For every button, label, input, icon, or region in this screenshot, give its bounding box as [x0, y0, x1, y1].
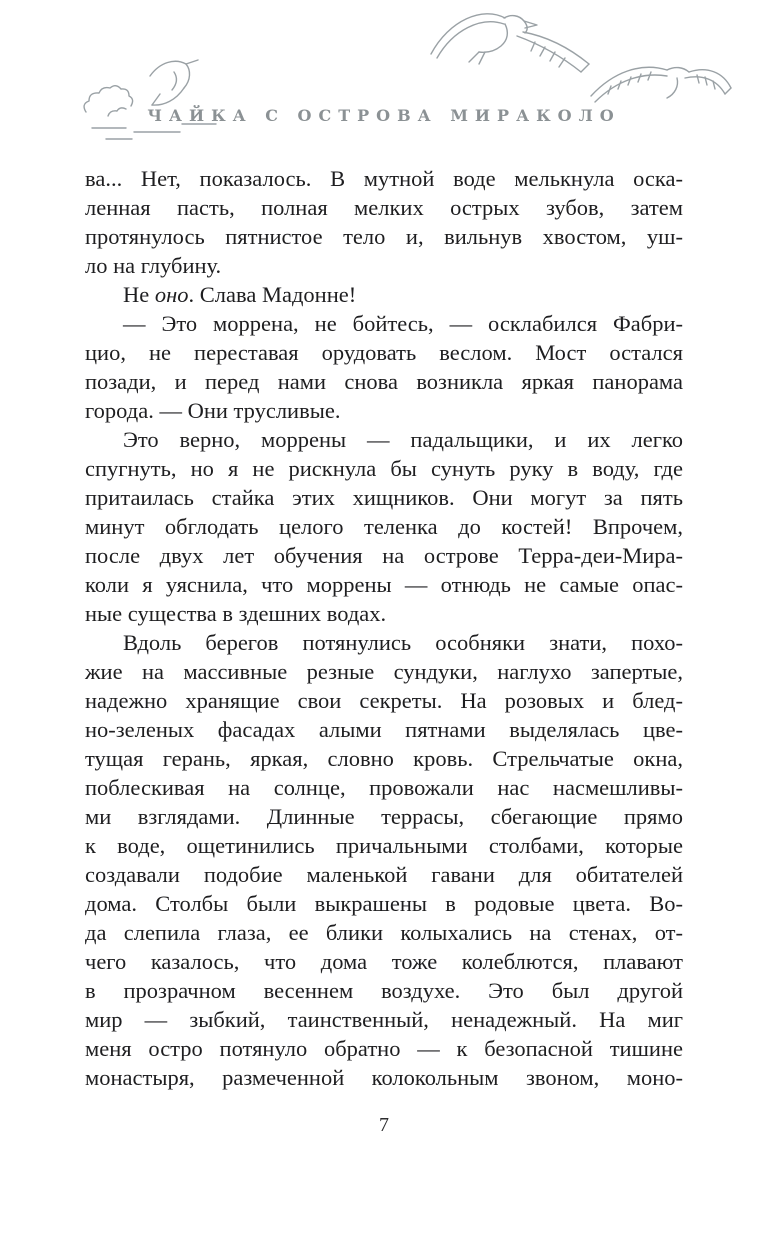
- text-line: [85, 309, 683, 338]
- seagull-flying-icon: [405, 2, 595, 94]
- text-segment: ло на глубину.: [85, 253, 222, 278]
- text-segment: Это верно, моррены — падальщики, и их легко: [123, 427, 683, 452]
- text-line: [85, 164, 683, 193]
- text-segment: монастыря, размеченной колокольным звоном, моно-: [85, 1065, 683, 1090]
- text-line: [85, 889, 683, 918]
- text-line: [85, 802, 683, 831]
- text-line: [85, 773, 683, 802]
- text-segment: ленная пасть, полная мелких острых зубов, затем: [85, 195, 683, 220]
- text-line: [85, 686, 683, 715]
- text-line: [85, 193, 683, 222]
- text-segment: в прозрачном весеннем воздухе. Это был другой: [85, 978, 683, 1003]
- text-segment: коли я уяснила, что моррены — отнюдь не самые опас-: [85, 572, 683, 597]
- text-line: [85, 280, 683, 309]
- text-line: [85, 570, 683, 599]
- text-line: [85, 367, 683, 396]
- text-segment: протянулось пятнистое тело и, вильнув хвостом, уш-: [85, 224, 683, 249]
- text-segment: жие на массивные резные сундуки, наглухо запертые,: [85, 659, 683, 684]
- text-segment: спугнуть, но я не рискнула бы сунуть руку в воду, где: [85, 456, 683, 481]
- text-segment: Вдоль берегов потянулись особняки знати, похо-: [123, 630, 683, 655]
- text-segment: . Слава Мадонне!: [188, 282, 357, 307]
- text-segment: Не: [123, 282, 155, 307]
- text-segment: цио, не переставая орудовать веслом. Мост остался: [85, 340, 683, 365]
- text-segment: притаилась стайка этих хищников. Они могут за пять: [85, 485, 683, 510]
- text-line: [85, 396, 683, 425]
- text-segment: надежно хранящие свои секреты. На розовых и блед-: [85, 688, 683, 713]
- chapter-header: [0, 0, 768, 152]
- text-line: [85, 831, 683, 860]
- text-segment: к воде, ощетинились причальными столбами, которые: [85, 833, 683, 858]
- text-segment: меня остро потянуло обратно — к безопасной тишине: [85, 1036, 683, 1061]
- text-line: [85, 599, 683, 628]
- text-line: [85, 715, 683, 744]
- text-segment: города. — Они трусливые.: [85, 398, 341, 423]
- text-line: [85, 222, 683, 251]
- text-line: [85, 918, 683, 947]
- text-line: [85, 976, 683, 1005]
- text-line: [85, 251, 683, 280]
- text-line: [85, 541, 683, 570]
- text-line: [85, 947, 683, 976]
- text-segment: ва... Нет, показалось. В мутной воде мелькнула оска-: [85, 166, 683, 191]
- text-segment: поблескивая на солнце, провожали нас насмешливы-: [85, 775, 683, 800]
- text-segment: создавали подобие маленькой гавани для обитателей: [85, 862, 683, 887]
- text-segment: — Это моррена, не бойтесь, — осклабился Фабри-: [123, 311, 683, 336]
- text-segment: дома. Столбы были выкрашены в родовые цвета. Во-: [85, 891, 683, 916]
- text-segment: чего казалось, что дома тоже колеблются, плавают: [85, 949, 683, 974]
- page-body-text: [0, 152, 768, 1092]
- text-segment: тущая герань, яркая, словно кровь. Стрельчатые окна,: [85, 746, 683, 771]
- page-number: 7: [379, 1114, 389, 1136]
- text-line: [85, 512, 683, 541]
- text-line: [85, 425, 683, 454]
- text-line: [85, 1005, 683, 1034]
- text-line: [85, 628, 683, 657]
- text-line: [85, 860, 683, 889]
- text-line: [85, 483, 683, 512]
- text-segment: минут обглодать целого теленка до костей! Впрочем,: [85, 514, 683, 539]
- text-line: [85, 454, 683, 483]
- text-line: [85, 338, 683, 367]
- text-line: [85, 657, 683, 686]
- seagull-with-clouds-icon: [78, 50, 233, 150]
- text-line: [85, 1063, 683, 1092]
- text-segment: но-зеленых фасадах алыми пятнами выделялась цве-: [85, 717, 683, 742]
- book-title-header: ЧАЙКА С ОСТРОВА МИРАКОЛО: [147, 106, 621, 125]
- text-segment: позади, и перед нами снова возникла яркая панорама: [85, 369, 683, 394]
- text-segment: после двух лет обучения на острове Терра-деи-Мира-: [85, 543, 683, 568]
- text-segment: да слепила глаза, ее блики колыхались на стенах, от-: [85, 920, 683, 945]
- italic-text-segment: оно: [154, 282, 189, 307]
- text-line: [85, 1034, 683, 1063]
- text-line: [85, 744, 683, 773]
- text-segment: ми взглядами. Длинные террасы, сбегающие прямо: [85, 804, 683, 829]
- text-segment: мир — зыбкий, таинственный, ненадежный. На миг: [85, 1007, 683, 1032]
- text-segment: ные существа в здешних водах.: [85, 601, 387, 626]
